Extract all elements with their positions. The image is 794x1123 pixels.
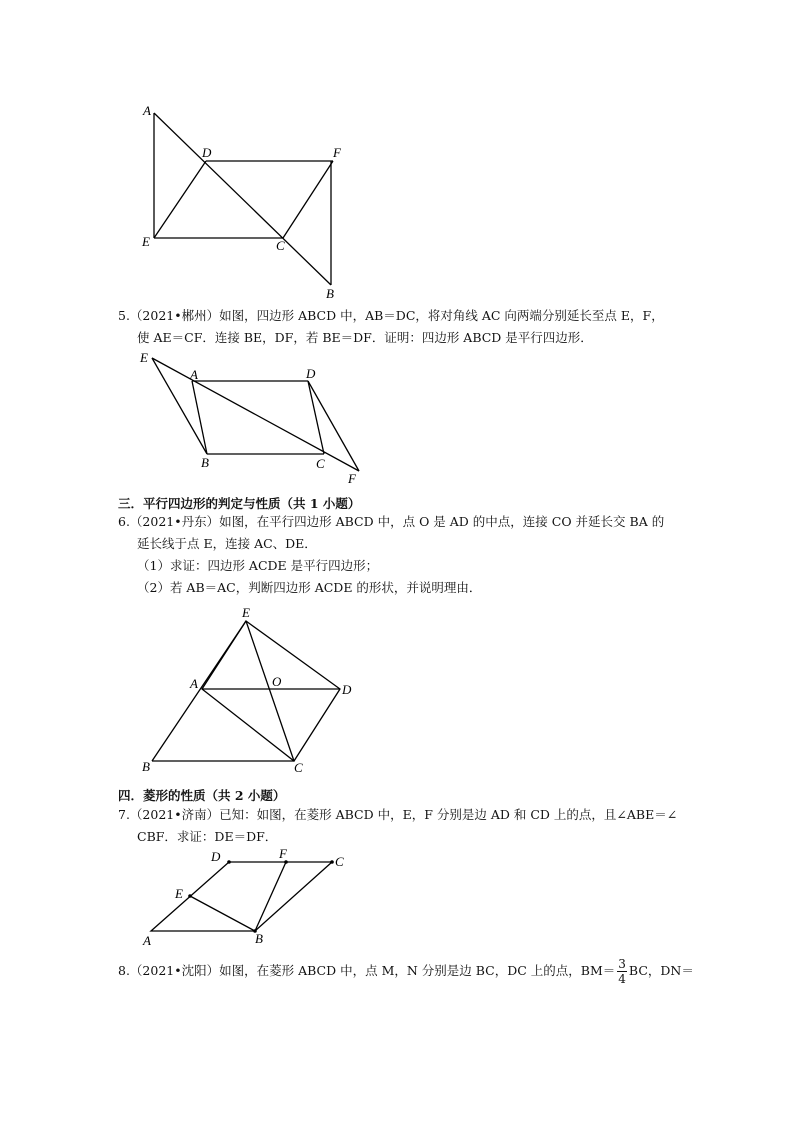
label-O: O: [272, 674, 282, 689]
label-D: D: [342, 682, 352, 697]
problem-6-line-1: 6.（2021•丹东）如图，在平行四边形 ABCD 中，点 O 是 AD 的中点，连接 CO 并延长交 BA 的: [118, 514, 665, 529]
figure-6: [135, 605, 365, 775]
label-E: E: [142, 234, 150, 249]
label-E: E: [175, 886, 183, 901]
fraction-denominator: 4: [618, 972, 626, 986]
fraction-three-quarters: [617, 957, 627, 986]
problem-6-question-2: （2）若 AB＝AC，判断四边形 ACDE 的形状，并说明理由．: [137, 580, 482, 595]
figure-4: [130, 95, 370, 305]
figure-7: [135, 845, 355, 950]
label-A: A: [143, 933, 151, 948]
label-D: D: [202, 145, 212, 160]
label-F: F: [333, 145, 341, 160]
label-B: B: [255, 931, 263, 946]
label-F: F: [279, 846, 287, 861]
section-3-heading: 三．平行四边形的判定与性质（共 1 小题）: [118, 496, 361, 511]
problem-5-line-1: 5.（2021•郴州）如图，四边形 ABCD 中，AB＝DC，将对角线 AC 向两端分别延长至点 E，F，: [118, 308, 664, 323]
problem-7-line-2: CBF．求证：DE＝DF．: [137, 829, 278, 844]
label-C: C: [276, 238, 285, 253]
problem-8-text-before: 8.（2021•沈阳）如图，在菱形 ABCD 中，点 M，N 分别是边 BC，DC 上的点，BM＝: [118, 963, 616, 978]
label-C: C: [316, 456, 325, 471]
label-E: E: [242, 605, 250, 620]
problem-6-question-1: （1）求证：四边形 ACDE 是平行四边形；: [137, 558, 379, 573]
label-B: B: [201, 455, 209, 470]
label-C: C: [294, 760, 303, 775]
problem-5-line-2: 使 AE＝CF．连接 BE，DF，若 BE＝DF．证明：四边形 ABCD 是平行四边形．: [137, 330, 593, 345]
label-D: D: [306, 366, 316, 381]
problem-8-line-1: [118, 956, 694, 986]
problem-7-line-1: 7.（2021•济南）已知：如图，在菱形 ABCD 中，E，F 分别是边 AD 和 CD 上的点，且∠ABE＝∠: [118, 807, 678, 822]
section-4-heading: 四．菱形的性质（共 2 小题）: [118, 788, 286, 803]
label-A: A: [190, 367, 198, 382]
label-F: F: [348, 471, 356, 486]
label-D: D: [211, 849, 221, 864]
fraction-numerator: 3: [618, 957, 626, 971]
label-C: C: [335, 854, 344, 869]
label-B: B: [142, 759, 150, 774]
figure-5: [130, 348, 380, 488]
problem-8-text-after: BC，DN＝: [628, 963, 694, 978]
label-A: A: [143, 103, 151, 118]
label-E: E: [140, 350, 148, 365]
problem-6-line-2: 延长线于点 E，连接 AC、DE．: [137, 536, 317, 551]
label-B: B: [326, 286, 334, 301]
label-A: A: [190, 676, 198, 691]
